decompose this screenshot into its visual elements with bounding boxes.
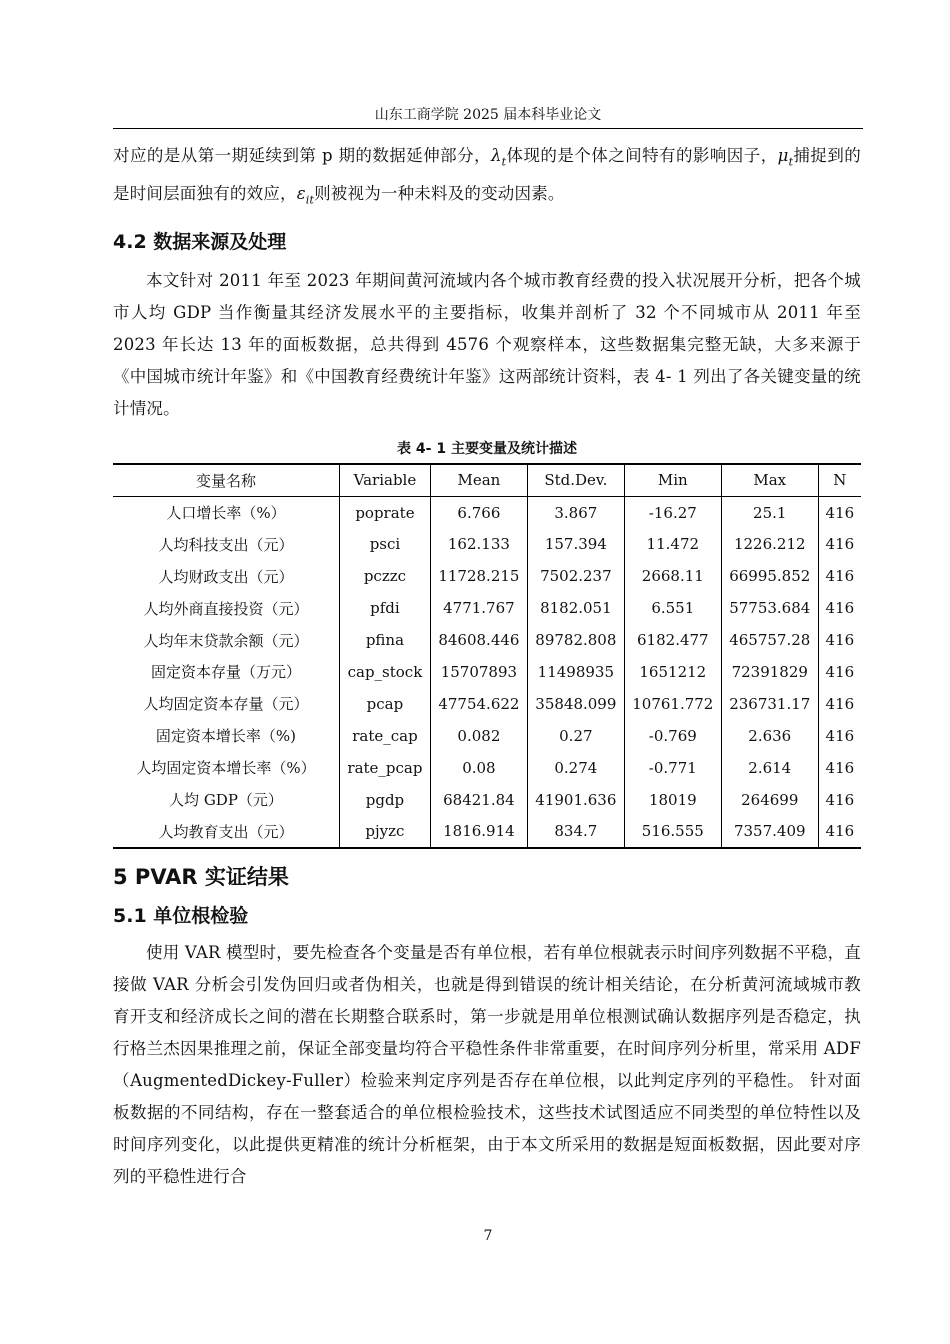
table-cell: 人均财政支出（元） (158, 567, 294, 586)
table-row (113, 496, 861, 528)
table-cell: 41901.636 (527, 784, 624, 816)
page-content (113, 140, 861, 1193)
table-cell: 416 (818, 496, 861, 528)
table-cell: 3.867 (527, 496, 624, 528)
table-cell: 25.1 (721, 496, 818, 528)
table-cell: 8182.051 (527, 592, 624, 624)
table-header-row (113, 464, 861, 497)
table-cell: poprate (339, 496, 430, 528)
chapter-heading-5: 5 PVAR 实证结果 (113, 865, 289, 890)
table-cell: 0.27 (527, 720, 624, 752)
table-cell: 416 (818, 720, 861, 752)
section-heading-4-2: 4.2 数据来源及处理 (113, 230, 287, 253)
table-row (113, 560, 861, 592)
epsilon-symbol: $\varepsilon_{it}$ (296, 184, 315, 207)
table-cell: 4771.767 (430, 592, 527, 624)
table-cell: -0.771 (624, 752, 721, 784)
table-cell: 416 (818, 752, 861, 784)
section-heading-5-1: 5.1 单位根检验 (113, 905, 249, 928)
table-row (113, 528, 861, 560)
table-cell: pcap (339, 688, 430, 720)
table-cell: 416 (818, 528, 861, 560)
table-cell: 416 (818, 784, 861, 816)
table-cell: 416 (818, 624, 861, 656)
table-row (113, 592, 861, 624)
column-header: Max (721, 464, 818, 497)
table-cell: 264699 (721, 784, 818, 816)
table-cell: 11728.215 (430, 560, 527, 592)
table-cell: 1816.914 (430, 816, 527, 849)
column-header: 变量名称 (195, 471, 256, 490)
intro-paragraph (113, 140, 861, 217)
table-cell: pfdi (339, 592, 430, 624)
table-cell: 1226.212 (721, 528, 818, 560)
table-cell: 人均年末贷款余额（元） (143, 631, 309, 650)
table-cell: 2.636 (721, 720, 818, 752)
table-cell: pjyzc (339, 816, 430, 849)
intro-text-2: 体现的是个体之间特有的影响因子， (506, 146, 778, 165)
table-cell: psci (339, 528, 430, 560)
table-cell: pczzc (339, 560, 430, 592)
table-cell: 7357.409 (721, 816, 818, 849)
table-cell: 6182.477 (624, 624, 721, 656)
table-cell: 18019 (624, 784, 721, 816)
table-row (113, 752, 861, 784)
table-cell: 6.766 (430, 496, 527, 528)
table-cell: 人均固定资本存量（元） (143, 695, 309, 714)
table-cell: 2668.11 (624, 560, 721, 592)
table-cell: 84608.446 (430, 624, 527, 656)
unit-root-paragraph: 使用 VAR 模型时，要先检查各个变量是否有单位根，若有单位根就表示时间序列数据不平稳，直接做 VAR 分析会引发伪回归或者伪相关，也就是得到错误的统计相关结论，在分析黄河流域城市教育开支和经济成长之间的潜在长期整合联系时，第一步就是用单位根测试确认数据序列是否稳定，执行格兰杰因果推理之前，保证全部变量均符合平稳性条件非常重要，在时间序列分析里，常采用 ADF（AugmentedDickey-Fuller）检验来判定序列是否存在单位根，以此判定序列的平稳性。 针对面板数据的不同结构，存在一整套适合的单位根检验技术，这些技术试图适应不同类型的单位特性以及时间序列变化，以此提供更精准的统计分析框架，由于本文所采用的数据是短面板数据，因此要对序列的平稳性进行合 (113, 943, 861, 1187)
column-header: Std.Dev. (527, 464, 624, 497)
table-cell: 10761.772 (624, 688, 721, 720)
table-cell: 35848.099 (527, 688, 624, 720)
table-row (113, 720, 861, 752)
table-caption: 表 4- 1 主要变量及统计描述 (397, 440, 577, 457)
running-header: 山东工商学院 2025 届本科毕业论文 (374, 107, 602, 123)
data-source-paragraph: 本文针对 2011 年至 2023 年期间黄河流域内各个城市教育经费的投入状况展开分析，把各个城市人均 GDP 当作衡量其经济发展水平的主要指标，收集并剖析了 32 个不同城市从 2011 年至 2023 年长达 13 年的面板数据，总共得到 4576 个观察样本，这些数据集完整无缺，大多来源于《中国城市统计年鉴》和《中国教育经费统计年鉴》这两部统计资料，表 4- 1 列出了各关键变量的统计情况。 (113, 270, 861, 418)
table-cell: 人均固定资本增长率（%） (136, 759, 316, 778)
intro-text-1: 对应的是从第一期延续到第 p 期的数据延伸部分， (113, 146, 491, 165)
table-cell: cap_stock (339, 656, 430, 688)
page-number: 7 (483, 1228, 493, 1244)
table-cell: 2.614 (721, 752, 818, 784)
table-body (113, 496, 861, 848)
lambda-symbol: $\lambda_t$ (490, 146, 507, 169)
table-cell: 416 (818, 816, 861, 849)
table-row (113, 816, 861, 849)
table-cell: pgdp (339, 784, 430, 816)
table-cell: 11498935 (527, 656, 624, 688)
table-row (113, 784, 861, 816)
table-cell: 68421.84 (430, 784, 527, 816)
table-cell: 6.551 (624, 592, 721, 624)
table-cell: 416 (818, 656, 861, 688)
table-cell: 11.472 (624, 528, 721, 560)
table-cell: 416 (818, 560, 861, 592)
table-cell: pfina (339, 624, 430, 656)
table-row (113, 688, 861, 720)
table-cell: 0.082 (430, 720, 527, 752)
table-cell: 162.133 (430, 528, 527, 560)
mu-symbol: $\mu_t$ (777, 146, 794, 169)
intro-text-3: 捕捉到的是时间层面独有的效应， (113, 146, 861, 204)
table-cell: 66995.852 (721, 560, 818, 592)
table-cell: 57753.684 (721, 592, 818, 624)
header-rule (113, 128, 863, 129)
table-cell: 416 (818, 688, 861, 720)
table-cell: 固定资本存量（万元） (150, 663, 301, 682)
column-header: Min (624, 464, 721, 497)
table-row (113, 656, 861, 688)
column-header: N (818, 464, 861, 497)
table-cell: 人口增长率（%） (166, 504, 286, 523)
table-cell: 416 (818, 592, 861, 624)
table-cell: 834.7 (527, 816, 624, 849)
table-cell: 47754.622 (430, 688, 527, 720)
column-header: Variable (339, 464, 430, 497)
table-row (113, 624, 861, 656)
table-cell: 15707893 (430, 656, 527, 688)
table-cell: 人均科技支出（元） (158, 535, 294, 554)
table-cell: 236731.17 (721, 688, 818, 720)
table-cell: 157.394 (527, 528, 624, 560)
table-cell: 516.555 (624, 816, 721, 849)
column-header: Mean (430, 464, 527, 497)
table-cell: 7502.237 (527, 560, 624, 592)
intro-text-4: 则被视为一种未料及的变动因素。 (314, 184, 565, 204)
table-cell: 人均教育支出（元） (158, 822, 294, 841)
table-cell: rate_cap (339, 720, 430, 752)
statistics-table (113, 463, 861, 850)
table-cell: 人均外商直接投资（元） (143, 599, 309, 618)
table-cell: 人均 GDP（元） (169, 791, 283, 810)
table-cell: rate_pcap (339, 752, 430, 784)
table-cell: 固定资本增长率（%) (155, 727, 297, 746)
table-cell: 465757.28 (721, 624, 818, 656)
table-cell: -0.769 (624, 720, 721, 752)
table-cell: 0.274 (527, 752, 624, 784)
table-cell: 72391829 (721, 656, 818, 688)
table-cell: 89782.808 (527, 624, 624, 656)
table-cell: 1651212 (624, 656, 721, 688)
table-cell: -16.27 (624, 496, 721, 528)
table-cell: 0.08 (430, 752, 527, 784)
